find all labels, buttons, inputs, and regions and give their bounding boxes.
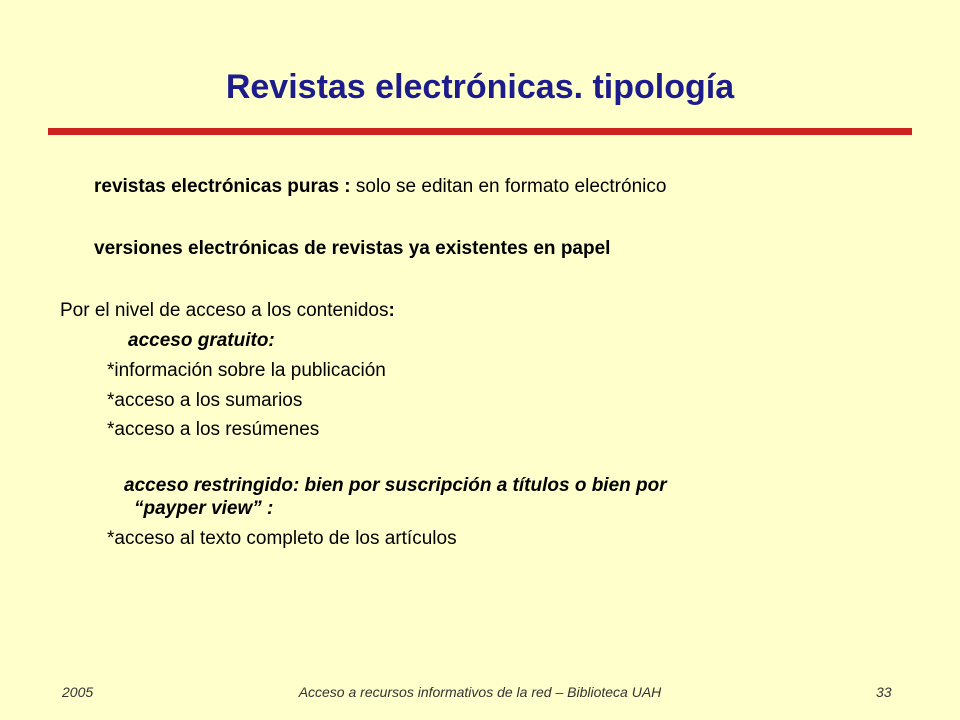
- free-access-item: *acceso a los sumarios: [107, 390, 303, 411]
- bullet-pure-ejournals-desc: solo se editan en formato electrónico: [350, 176, 667, 197]
- access-level-heading: [60, 300, 395, 322]
- footer-page-number: 33: [876, 684, 892, 700]
- bullet-pure-ejournals-term: revistas electrónicas puras :: [94, 176, 351, 197]
- restricted-access-item: *acceso al texto completo de los artículos: [107, 528, 457, 549]
- free-access-heading: acceso gratuito:: [128, 330, 275, 351]
- free-access-item: *información sobre la publicación: [107, 360, 386, 381]
- bullet-electronic-versions: versiones electrónicas de revistas ya existentes en papel: [94, 238, 611, 259]
- footer-title: Acceso a recursos informativos de la red – Biblioteca UAH: [298, 684, 662, 700]
- access-level-heading-text: Por el nivel de acceso a los contenidos: [60, 300, 389, 321]
- slide-title: Revistas electrónicas. tipología: [225, 68, 735, 106]
- footer-year: 2005: [62, 684, 94, 700]
- restricted-access-heading-line2: “payper view” :: [134, 498, 274, 519]
- bullet-pure-ejournals: [94, 176, 666, 198]
- free-access-item: *acceso a los resúmenes: [107, 419, 320, 440]
- access-level-heading-colon: :: [388, 300, 395, 321]
- restricted-access-heading-line1: acceso restringido: bien por suscripción a títulos o bien por: [124, 475, 667, 496]
- title-divider: [48, 128, 912, 135]
